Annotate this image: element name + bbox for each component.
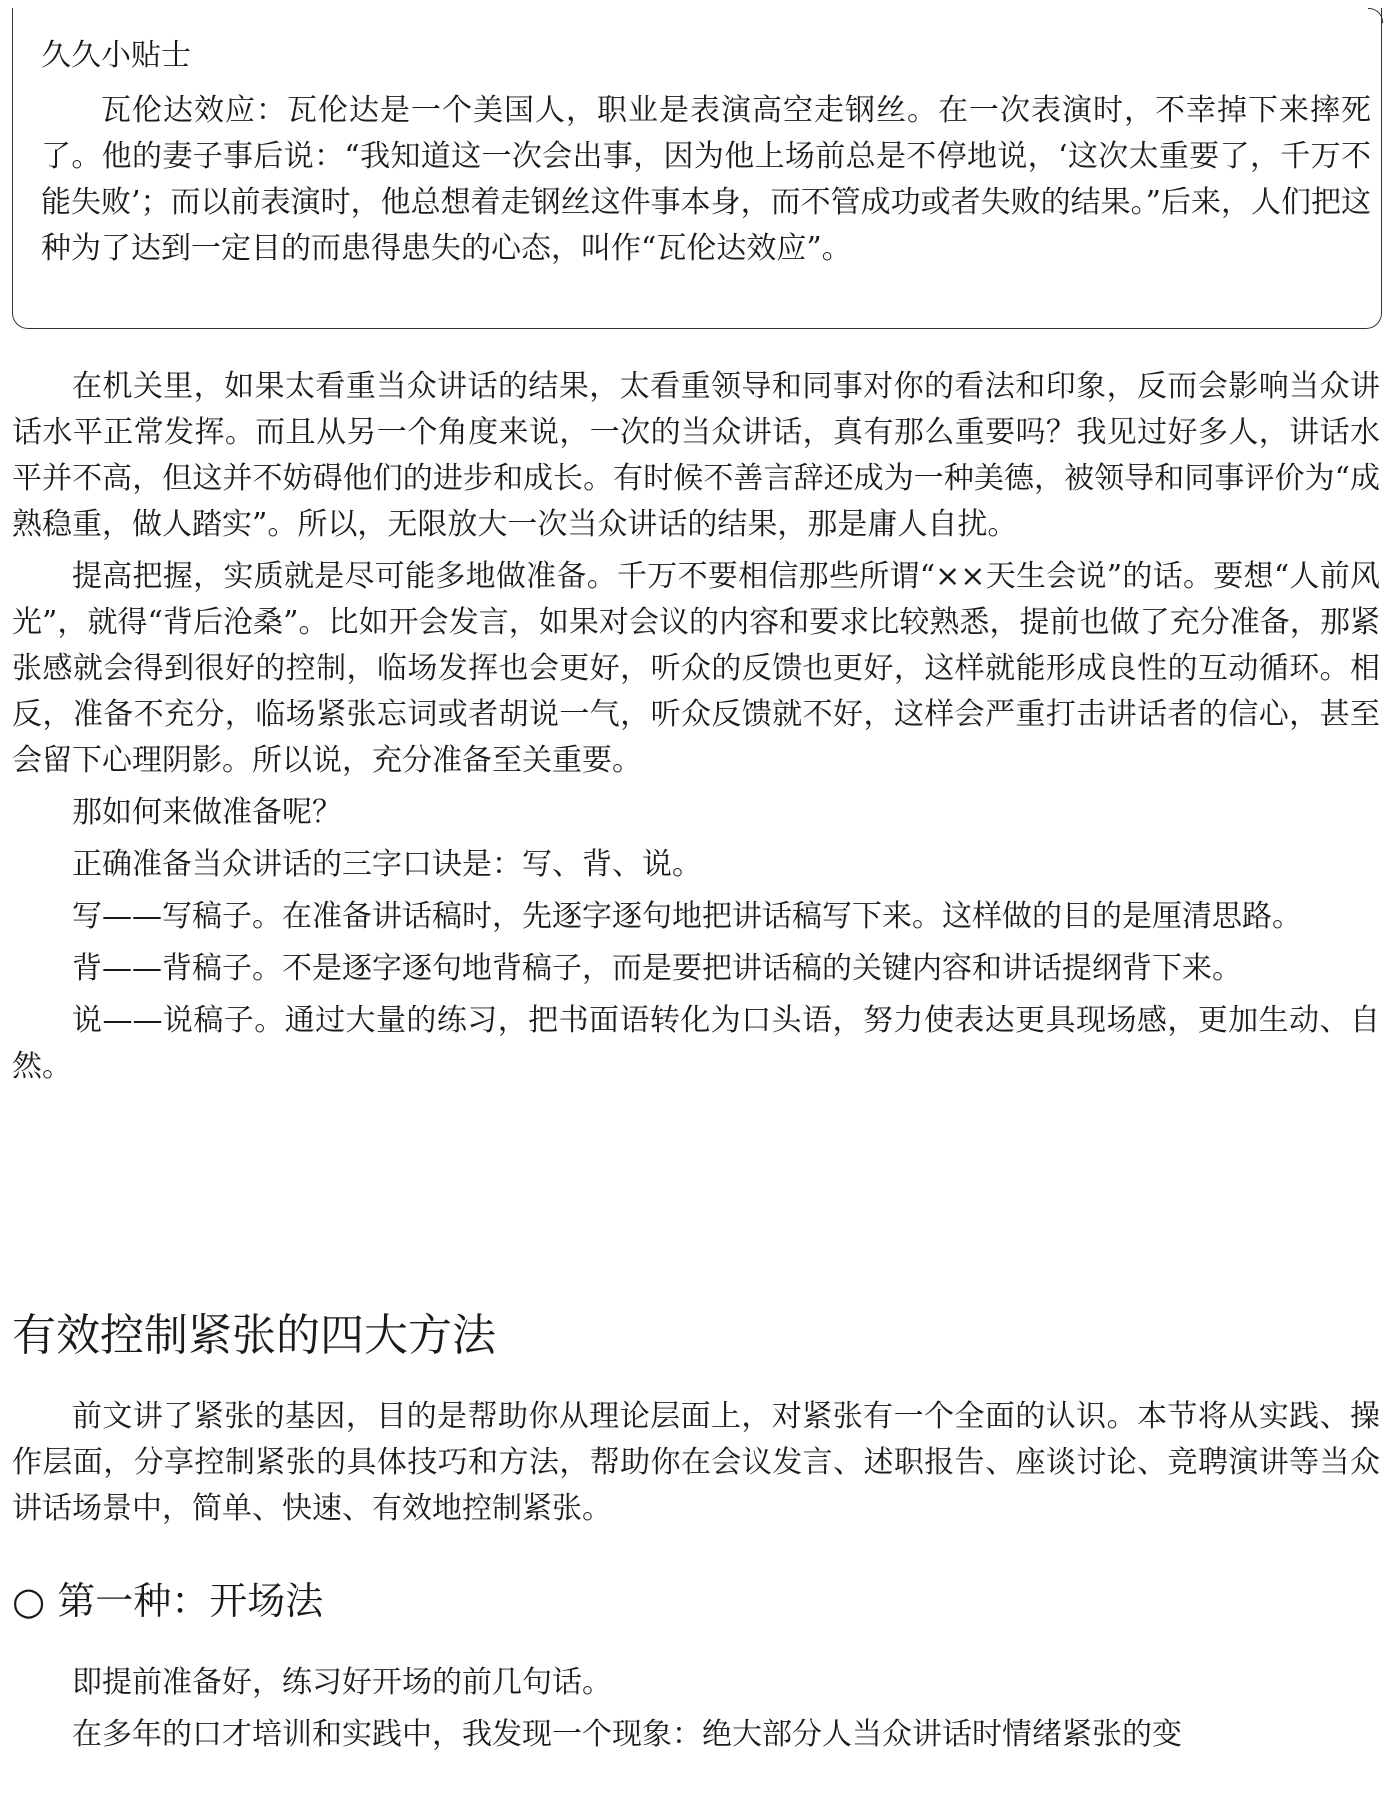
paragraph: 前文讲了紧张的基因，目的是帮助你从理论层面上，对紧张有一个全面的认识。本节将从实践、操作层面，分享控制紧张的具体技巧和方法，帮助你在会议发言、述职报告、座谈讨论、竞聘演讲等当众讲话场景中，简单、快速、有效地控制紧张。 bbox=[12, 1399, 1380, 1526]
tip-title: 久久小贴士 bbox=[41, 38, 191, 73]
tip-body: 瓦伦达效应：瓦伦达是一个美国人，职业是表演高空走钢丝。在一次表演时，不幸掉下来摔死了。他的妻子事后说：“我知道这一次会出事，因为他上场前总是不停地说，‘这次太重要了，千万不能失败’；而以前表演时，他总想着走钢丝这件事本身，而不管成功或者失败的结果。”后来，人们把这种为了达到一定目的而患得患失的心态，叫作“瓦伦达效应”。 bbox=[41, 93, 1371, 266]
paragraph: 即提前准备好，练习好开场的前几句话。 bbox=[72, 1665, 612, 1700]
paragraph: 说——说稿子。通过大量的练习，把书面语转化为口头语，努力使表达更具现场感，更加生动、自然。 bbox=[12, 1003, 1380, 1084]
section-body-3 bbox=[12, 1660, 1380, 1764]
paragraph: 在机关里，如果太看重当众讲话的结果，太看重领导和同事对你的看法和印象，反而会影响当众讲话水平正常发挥。而且从另一个角度来说，一次的当众讲话，真有那么重要吗？我见过好多人，讲话水平并不高，但这并不妨碍他们的进步和成长。有时候不善言辞还成为一种美德，被领导和同事评价为“成熟稳重，做人踏实”。所以，无限放大一次当众讲话的结果，那是庸人自扰。 bbox=[12, 369, 1380, 542]
section-body-2 bbox=[12, 1394, 1380, 1538]
paragraph: 背——背稿子。不是逐字逐句地背稿子，而是要把讲话稿的关键内容和讲话提纲背下来。 bbox=[72, 951, 1242, 986]
paragraph: 写——写稿子。在准备讲话稿时，先逐字逐句地把讲话稿写下来。这样做的目的是厘清思路。 bbox=[72, 899, 1302, 934]
section-heading: 有效控制紧张的四大方法 bbox=[12, 1310, 496, 1361]
subsection-heading: ○ 第一种：开场法 bbox=[12, 1579, 324, 1623]
paragraph: 正确准备当众讲话的三字口诀是：写、背、说。 bbox=[72, 847, 702, 882]
paragraph: 在多年的口才培训和实践中，我发现一个现象：绝大部分人当众讲话时情绪紧张的变 bbox=[72, 1717, 1182, 1752]
tip-box bbox=[12, 8, 1382, 329]
paragraph: 那如何来做准备呢？ bbox=[72, 795, 342, 830]
paragraph: 提高把握，实质就是尽可能多地做准备。千万不要相信那些所谓“××天生会说”的话。要想“人前风光”，就得“背后沧桑”。比如开会发言，如果对会议的内容和要求比较熟悉，提前也做了充分准备，那紧张感就会得到很好的控制，临场发挥也会更好，听众的反馈也更好，这样就能形成良性的互动循环。相反，准备不充分，临场紧张忘词或者胡说一气，听众反馈就不好，这样会严重打击讲话者的信心，甚至会留下心理阴影。所以说，充分准备至关重要。 bbox=[12, 559, 1380, 778]
section-body-1 bbox=[12, 364, 1380, 1096]
